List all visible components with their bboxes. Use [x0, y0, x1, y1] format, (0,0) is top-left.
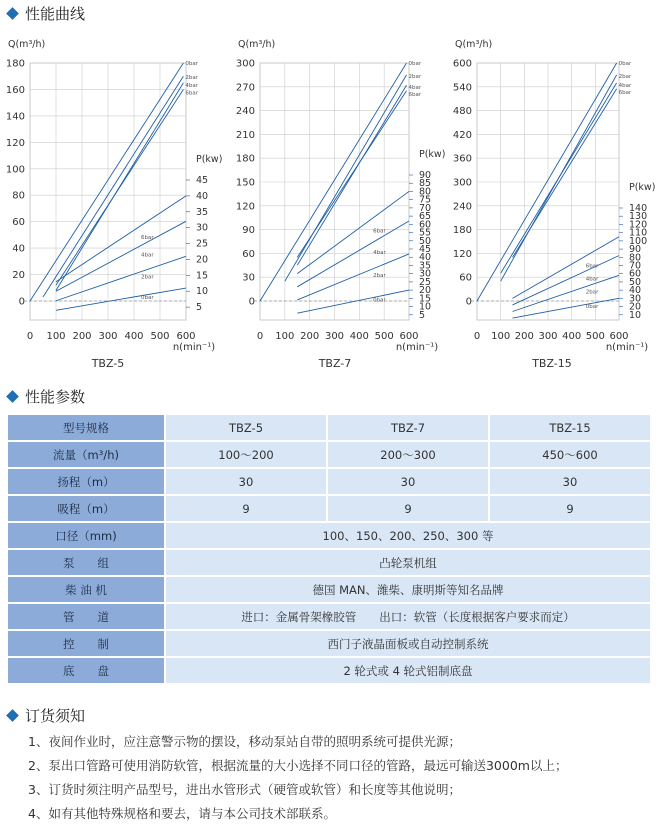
spec-value: 450～600 [489, 441, 651, 468]
power-line [513, 256, 620, 305]
chart-title: TBZ-15 [532, 357, 572, 370]
y2-tick-label: 20 [629, 301, 642, 313]
spec-value: 德国 MAN、潍柴、康明斯等知名品牌 [165, 576, 651, 603]
y2-axis-label: P(kw) [196, 154, 223, 165]
y-tick-label: 480 [452, 106, 472, 118]
y2-tick-label: 25 [419, 276, 432, 288]
y2-tick-label: 40 [196, 190, 209, 202]
series-label: 2bar [373, 272, 386, 279]
y-tick-label: 0 [465, 296, 472, 308]
y2-axis-label: P(kw) [629, 182, 656, 193]
x-tick-label: 300 [98, 331, 118, 342]
series-label: 6bar [185, 90, 199, 97]
series-label: 2bar [185, 75, 199, 82]
spec-row [8, 603, 651, 630]
x-tick-label: 300 [538, 331, 558, 342]
spec-value: 进口：金属骨架橡胶管 出口：软管（长度根据客户要求而定） [165, 603, 651, 630]
y2-tick-label: 35 [196, 206, 209, 218]
spec-label: 型号规格 [8, 415, 165, 441]
spec-label: 吸程（m） [8, 495, 165, 522]
spec-label: 口径（mm) [8, 522, 165, 549]
x-tick-label: 500 [150, 331, 170, 342]
spec-value: TBZ-7 [327, 415, 489, 441]
spec-value: 30 [327, 468, 489, 495]
spec-label: 底 盘 [8, 657, 165, 684]
y2-tick-label: 90 [419, 170, 432, 181]
y2-tick-label: 20 [196, 254, 209, 266]
y-tick-label: 180 [235, 153, 255, 165]
y2-tick-label: 90 [629, 244, 642, 256]
spec-label: 管 道 [8, 603, 165, 630]
y-tick-label: 240 [452, 201, 472, 213]
section-header-order [6, 704, 85, 726]
spec-row [8, 468, 651, 495]
flow-line [297, 85, 406, 265]
spec-row [8, 630, 651, 657]
y2-tick-label: 85 [419, 178, 432, 190]
spec-value: 9 [489, 495, 651, 522]
y-tick-label: 120 [452, 248, 472, 260]
series-label: 0bar [141, 295, 154, 302]
series-label: 6bar [408, 91, 422, 98]
y-tick-label: 20 [12, 270, 25, 282]
y-tick-label: 40 [12, 243, 25, 255]
series-label: 4bar [373, 249, 386, 256]
y2-tick-label: 35 [419, 260, 432, 272]
x-tick-label: 200 [514, 331, 534, 342]
flow-line [513, 89, 617, 258]
y-tick-label: 160 [5, 84, 25, 96]
diamond-bullet-icon [6, 709, 19, 722]
y-tick-label: 80 [12, 190, 25, 202]
y-tick-label: 240 [235, 106, 255, 118]
y-tick-label: 100 [5, 164, 25, 176]
diamond-bullet-icon [6, 7, 19, 20]
spec-row [8, 415, 651, 441]
x-tick-label: 600 [176, 331, 196, 342]
y2-tick-label: 55 [419, 227, 432, 239]
y2-tick-label: 20 [419, 285, 432, 297]
y-axis-label: Q(m³/h) [8, 39, 46, 50]
y-tick-label: 180 [5, 58, 25, 70]
x-tick-label: 200 [72, 331, 92, 342]
power-line [56, 221, 186, 291]
y2-tick-label: 15 [419, 293, 432, 305]
y2-tick-label: 80 [419, 186, 432, 198]
y-tick-label: 180 [452, 225, 472, 237]
spec-row [8, 495, 651, 522]
y2-tick-label: 40 [419, 252, 432, 264]
y2-axis-label: P(kw) [419, 149, 446, 160]
y2-tick-label: 30 [629, 293, 642, 305]
x-axis-label: n(min⁻¹) [605, 342, 649, 353]
y-axis-label: Q(m³/h) [238, 39, 276, 50]
section-header-curves [6, 2, 85, 24]
x-tick-label: 100 [275, 331, 295, 342]
power-line [56, 256, 186, 300]
y2-tick-label: 70 [629, 260, 642, 272]
y-tick-label: 60 [459, 272, 472, 284]
series-label: 6bar [585, 263, 599, 270]
spec-value: TBZ-15 [489, 415, 651, 441]
spec-row [8, 549, 651, 576]
y-tick-label: 210 [235, 129, 255, 141]
note-item: 1、夜间作业时，应注意警示物的摆设，移动泵站自带的照明系统可提供光源； [28, 734, 461, 749]
y2-tick-label: 5 [419, 309, 426, 321]
series-label: 2bar [141, 274, 154, 281]
series-label: 0bar [585, 304, 599, 311]
x-tick-label: 100 [491, 331, 511, 342]
flow-line [56, 89, 183, 285]
power-line [56, 288, 186, 310]
spec-value: 30 [489, 468, 651, 495]
y2-tick-label: 140 [629, 203, 648, 214]
y2-tick-label: 130 [629, 211, 648, 223]
y-tick-label: 60 [12, 217, 25, 229]
y2-tick-label: 10 [196, 286, 209, 298]
y-tick-label: 120 [235, 201, 255, 213]
spec-row [8, 657, 651, 684]
series-label: 0bar [618, 61, 632, 67]
y2-tick-label: 110 [629, 227, 648, 239]
x-tick-label: 0 [473, 331, 481, 342]
y-tick-label: 600 [452, 58, 472, 70]
y-axis-label: Q(m³/h) [455, 39, 493, 50]
spec-label: 控 制 [8, 630, 165, 657]
series-label: 4bar [618, 82, 632, 89]
y2-tick-label: 45 [419, 244, 432, 255]
note-item: 3、订货时须注明产品型号，进出水管形式（硬管或软管）和长度等其他说明； [28, 782, 461, 797]
series-label: 0bar [185, 61, 199, 67]
y2-tick-label: 65 [419, 211, 432, 223]
y-tick-label: 270 [235, 82, 255, 94]
spec-label: 柴 油 机 [8, 576, 165, 603]
y2-tick-label: 10 [629, 309, 642, 321]
y2-tick-label: 30 [419, 268, 432, 280]
performance-curves [0, 30, 660, 380]
x-tick-label: 600 [399, 331, 419, 342]
y2-tick-label: 5 [196, 302, 203, 314]
order-notes [28, 730, 648, 826]
x-tick-label: 0 [26, 331, 34, 342]
y2-tick-label: 30 [196, 222, 209, 234]
spec-row [8, 441, 651, 468]
spec-value: TBZ-5 [165, 415, 327, 441]
spec-value: 200～300 [327, 441, 489, 468]
spec-value: 2 轮式或 4 轮式铝制底盘 [165, 657, 651, 684]
y2-tick-label: 70 [419, 202, 432, 214]
y-tick-label: 300 [235, 58, 255, 70]
y-tick-label: 150 [235, 177, 255, 189]
spec-value: 9 [327, 495, 489, 522]
section-title: 性能参数 [25, 387, 86, 406]
y-tick-label: 0 [18, 296, 25, 308]
series-label: 4bar [185, 82, 199, 89]
flow-line [285, 75, 407, 281]
series-label: 4bar [141, 252, 154, 259]
y2-tick-label: 15 [196, 270, 209, 282]
series-label: 6bar [618, 89, 632, 96]
series-label: 2bar [408, 73, 422, 80]
x-tick-label: 0 [256, 331, 264, 342]
series-label: 4bar [585, 276, 599, 283]
series-label: 2bar [585, 289, 599, 296]
x-tick-label: 100 [46, 331, 66, 342]
y2-tick-label: 60 [629, 268, 642, 280]
y2-tick-label: 25 [196, 238, 209, 250]
y-tick-label: 300 [452, 177, 472, 189]
note-item: 2、泵出口管路可使用消防软管，根据流量的大小选择不同口径的管路，最远可输送3000m以上； [28, 758, 568, 773]
flow-line [501, 83, 617, 273]
x-tick-label: 400 [349, 331, 369, 342]
x-axis-label: n(min⁻¹) [172, 342, 216, 353]
x-tick-label: 400 [124, 331, 144, 342]
y2-tick-label: 120 [629, 219, 648, 231]
spec-value: 西门子液晶面板或自动控制系统 [165, 630, 651, 657]
spec-row [8, 576, 651, 603]
y-tick-label: 360 [452, 153, 472, 165]
spec-value: 100～200 [165, 441, 327, 468]
y2-tick-label: 10 [419, 301, 432, 313]
spec-row [8, 522, 651, 549]
y2-tick-label: 40 [629, 285, 642, 297]
y-tick-label: 140 [5, 111, 25, 123]
spec-value: 30 [165, 468, 327, 495]
series-label: 6bar [373, 228, 386, 235]
y-tick-label: 60 [242, 248, 255, 260]
x-tick-label: 500 [585, 331, 605, 342]
series-label: 6bar [141, 234, 154, 241]
chart-title: TBZ-7 [318, 357, 352, 370]
x-tick-label: 200 [300, 331, 320, 342]
x-tick-label: 400 [562, 331, 582, 342]
diamond-bullet-icon [6, 390, 19, 403]
y-tick-label: 90 [242, 225, 255, 237]
x-axis-label: n(min⁻¹) [395, 342, 439, 353]
section-header-params [6, 385, 85, 407]
spec-table [8, 415, 652, 685]
y-tick-label: 30 [242, 272, 255, 284]
y2-tick-label: 50 [419, 235, 432, 247]
y-tick-label: 0 [248, 296, 255, 308]
y2-tick-label: 80 [629, 252, 642, 264]
series-label: 4bar [408, 85, 422, 92]
y2-tick-label: 50 [629, 276, 642, 288]
x-tick-label: 500 [374, 331, 394, 342]
spec-value: 100、150、200、250、300 等 [165, 522, 651, 549]
chart-title: TBZ-5 [91, 357, 125, 370]
y2-tick-label: 100 [629, 235, 648, 247]
power-line [56, 196, 186, 282]
section-title: 性能曲线 [25, 4, 86, 23]
x-tick-label: 300 [324, 331, 345, 342]
spec-value: 9 [165, 495, 327, 522]
power-line [513, 237, 620, 299]
y2-tick-label: 75 [419, 194, 432, 206]
spec-label: 扬程（m） [8, 468, 165, 495]
y-tick-label: 420 [452, 129, 472, 141]
y-tick-label: 540 [452, 82, 472, 94]
y-tick-label: 120 [5, 137, 25, 149]
power-line [297, 290, 409, 313]
note-item: 4、如有其他特殊规格和要去，请与本公司技术部联系。 [28, 806, 336, 821]
x-tick-label: 600 [609, 331, 629, 342]
spec-label: 流量（m³/h) [8, 441, 165, 468]
series-label: 2bar [618, 73, 632, 80]
y2-tick-label: 60 [419, 219, 432, 231]
spec-value: 凸轮泵机组 [165, 549, 651, 576]
y2-tick-label: 45 [196, 175, 209, 186]
spec-label: 泵 组 [8, 549, 165, 576]
series-label: 0bar [373, 297, 386, 304]
section-title: 订货须知 [25, 706, 86, 725]
series-label: 0bar [408, 61, 422, 67]
